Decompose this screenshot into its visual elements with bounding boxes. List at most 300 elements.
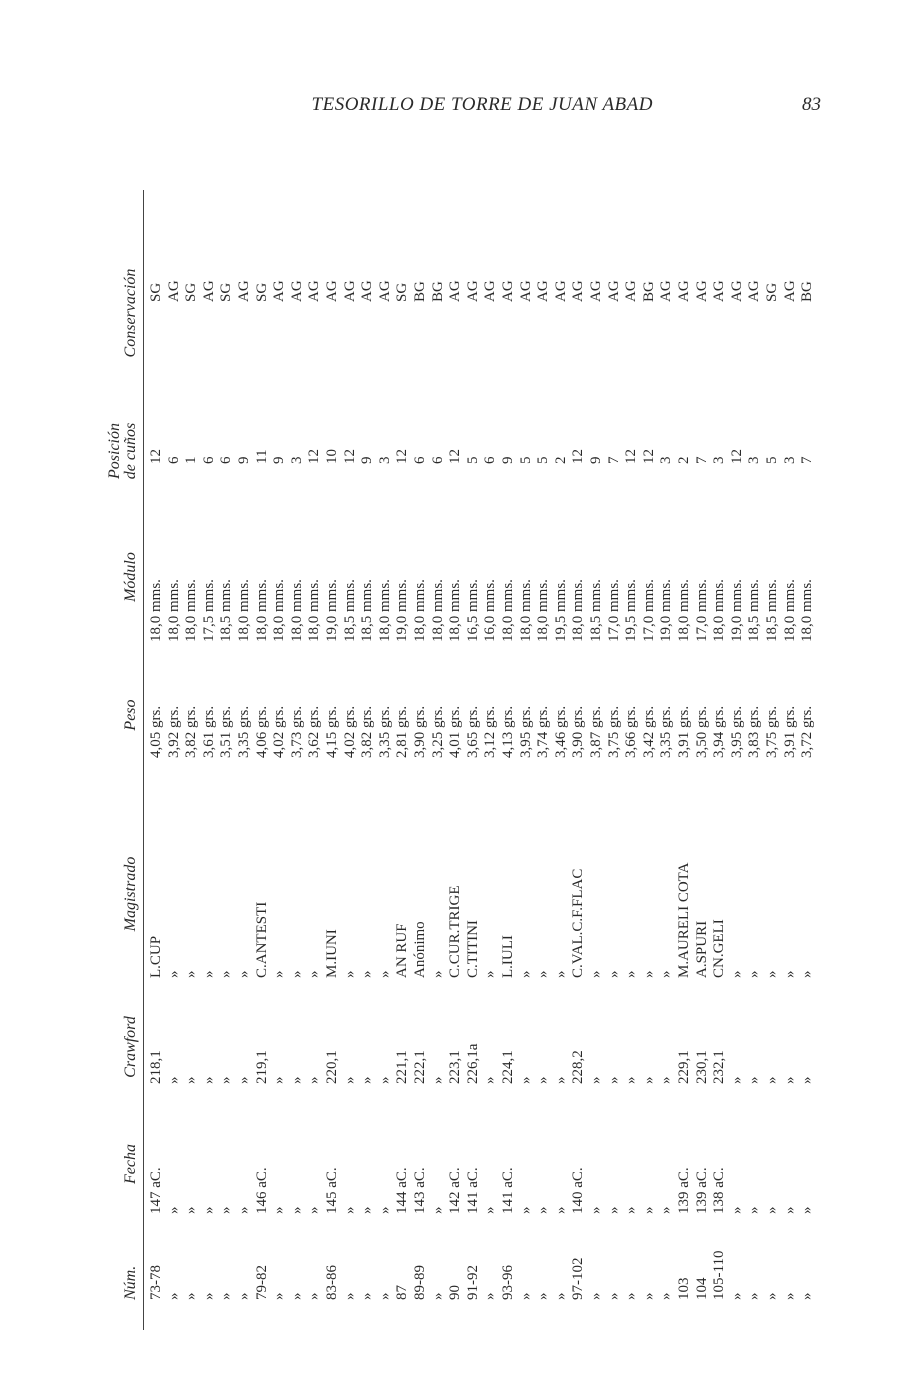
cell-fecha: »	[288, 1206, 305, 1214]
cell-fecha: »	[640, 1206, 657, 1214]
table-row	[537, 190, 550, 1330]
table-row	[185, 190, 198, 1330]
cell-magistrado: »	[482, 970, 499, 978]
cell-modulo: 18,0 mms.	[429, 579, 446, 642]
cell-crawford: »	[517, 1076, 534, 1084]
cell-conservacion: AG	[552, 280, 569, 302]
cell-fecha: 147 aC.	[148, 1167, 164, 1214]
cell-peso: 3,83 grs.	[746, 705, 763, 758]
table-row	[552, 190, 569, 1330]
cell-num: »	[429, 1292, 446, 1300]
cell-peso: 3,65 grs.	[464, 705, 481, 758]
cell-crawford: »	[183, 1076, 200, 1084]
cell-posicion: 9	[236, 456, 252, 464]
cell-crawford: »	[482, 1076, 499, 1084]
cell-peso: 3,66 grs.	[623, 705, 640, 758]
cell-fecha: 140 aC.	[570, 1167, 587, 1214]
cell-magistrado: »	[341, 970, 358, 978]
header-posicion	[107, 406, 139, 496]
table-header	[98, 190, 144, 1330]
header-conservacion: Conservación	[122, 268, 139, 358]
cell-conservacion: AG	[693, 280, 710, 302]
cell-modulo: 19,5 mms.	[623, 579, 640, 642]
cell-posicion: 12	[623, 449, 640, 464]
cell-peso: 3,72 grs.	[799, 705, 816, 758]
cell-crawford: »	[623, 1076, 640, 1084]
cell-conservacion: SG	[183, 282, 200, 302]
header-crawford: Crawford	[122, 1016, 139, 1078]
cell-posicion: 3	[711, 456, 728, 464]
cell-magistrado: »	[658, 970, 675, 978]
cell-fecha: »	[799, 1206, 816, 1214]
cell-fecha: »	[165, 1206, 182, 1214]
cell-modulo: 16,0 mms.	[482, 579, 499, 642]
cell-peso: 3,35 grs.	[376, 705, 393, 758]
cell-fecha: »	[341, 1206, 358, 1214]
cell-modulo: 18,5 mms.	[588, 579, 604, 642]
cell-posicion: 12	[394, 449, 411, 464]
cell-peso: 4,02 grs.	[271, 705, 288, 758]
cell-num: 103	[676, 1277, 692, 1300]
cell-crawford: 221,1	[394, 1050, 411, 1084]
cell-crawford: »	[218, 1076, 235, 1084]
cell-num: 87	[394, 1285, 411, 1300]
cell-magistrado: »	[552, 970, 569, 978]
cell-crawford: 223,1	[447, 1050, 464, 1084]
cell-conservacion: AG	[482, 280, 499, 302]
cell-posicion: 11	[253, 449, 270, 464]
header-magistrado: Magistrado	[122, 856, 139, 932]
cell-modulo: 18,0 mms.	[799, 579, 816, 642]
cell-fecha: 141 aC.	[464, 1167, 481, 1214]
cell-magistrado: C.CUR.TRIGE	[447, 885, 464, 978]
cell-crawford: »	[552, 1076, 569, 1084]
header-num: Núm.	[122, 1265, 139, 1300]
cell-conservacion: SG	[764, 282, 780, 302]
cell-conservacion: AG	[781, 280, 798, 302]
cell-posicion: 7	[799, 456, 816, 464]
table-row	[326, 190, 339, 1330]
cell-magistrado: M.IUNI	[324, 929, 340, 978]
cell-modulo: 19,0 mms.	[728, 579, 745, 642]
cell-conservacion: AG	[288, 280, 305, 302]
cell-modulo: 18,0 mms.	[570, 579, 587, 642]
cell-num: »	[799, 1292, 816, 1300]
cell-fecha: »	[429, 1206, 446, 1214]
cell-crawford: »	[376, 1076, 393, 1084]
cell-magistrado: »	[799, 970, 816, 978]
cell-crawford: »	[341, 1076, 358, 1084]
cell-num: »	[535, 1292, 552, 1300]
table-row	[273, 190, 286, 1330]
cell-modulo: 18,5 mms.	[746, 579, 763, 642]
cell-conservacion: AG	[676, 280, 692, 302]
table-row	[678, 190, 691, 1330]
cell-peso: 4,15 grs.	[324, 705, 340, 758]
cell-num: »	[306, 1292, 323, 1300]
cell-posicion: 9	[271, 456, 288, 464]
table-row	[713, 190, 726, 1330]
cell-posicion: 3	[376, 456, 393, 464]
cell-posicion: 12	[570, 449, 587, 464]
cell-magistrado: »	[728, 970, 745, 978]
cell-peso: 3,91 grs.	[676, 705, 692, 758]
cell-crawford: »	[535, 1076, 552, 1084]
cell-magistrado: »	[535, 970, 552, 978]
cell-modulo: 18,0 mms.	[535, 579, 552, 642]
cell-crawford: 229,1	[676, 1050, 692, 1084]
cell-magistrado: C.TITINI	[464, 920, 481, 978]
cell-conservacion: BG	[429, 281, 446, 302]
cell-conservacion: BG	[799, 281, 816, 302]
table-row	[572, 190, 585, 1330]
cell-num: »	[728, 1292, 745, 1300]
cell-peso: 3,35 grs.	[236, 705, 252, 758]
cell-fecha: »	[535, 1206, 552, 1214]
cell-modulo: 19,5 mms.	[552, 579, 569, 642]
cell-num: »	[746, 1292, 763, 1300]
cell-peso: 3,61 grs.	[200, 705, 217, 758]
cell-num: »	[341, 1292, 358, 1300]
cell-conservacion: AG	[165, 280, 182, 302]
cell-fecha: 142 aC.	[447, 1167, 464, 1214]
cell-crawford: »	[764, 1076, 780, 1084]
cell-num: »	[517, 1292, 534, 1300]
table-row	[396, 190, 409, 1330]
cell-peso: 3,46 grs.	[552, 705, 569, 758]
cell-fecha: »	[764, 1206, 780, 1214]
cell-num: »	[640, 1292, 657, 1300]
cell-magistrado: »	[288, 970, 305, 978]
cell-crawford: »	[781, 1076, 798, 1084]
cell-num: »	[218, 1292, 235, 1300]
cell-peso: 3,25 grs.	[429, 705, 446, 758]
cell-posicion: 2	[676, 456, 692, 464]
cell-fecha: »	[218, 1206, 235, 1214]
cell-magistrado: Anónimo	[412, 921, 428, 978]
cell-modulo: 18,5 mms.	[341, 579, 358, 642]
cell-modulo: 18,0 mms.	[376, 579, 393, 642]
cell-fecha: »	[781, 1206, 798, 1214]
cell-num: 105-110	[711, 1250, 728, 1300]
cell-num: »	[183, 1292, 200, 1300]
cell-conservacion: AG	[341, 280, 358, 302]
cell-fecha: »	[200, 1206, 217, 1214]
cell-modulo: 17,0 mms.	[693, 579, 710, 642]
header-peso: Peso	[122, 699, 139, 731]
cell-magistrado: »	[306, 970, 323, 978]
cell-num: »	[552, 1292, 569, 1300]
table-row	[640, 190, 657, 1330]
cell-crawford: »	[200, 1076, 217, 1084]
cell-peso: 3,82 grs.	[183, 705, 200, 758]
cell-magistrado: »	[517, 970, 534, 978]
cell-fecha: 144 aC.	[394, 1167, 411, 1214]
table-row	[502, 190, 515, 1330]
cell-fecha: »	[376, 1206, 393, 1214]
table-row	[288, 190, 305, 1330]
cell-num: 89-89	[412, 1265, 428, 1300]
cell-peso: 3,73 grs.	[288, 705, 305, 758]
header-posicion-line2: de cuños	[122, 422, 139, 480]
cell-peso: 3,87 grs.	[588, 705, 604, 758]
cell-modulo: 18,5 mms.	[218, 579, 235, 642]
cell-conservacion: AG	[517, 280, 534, 302]
cell-crawford: »	[658, 1076, 675, 1084]
cell-conservacion: BG	[640, 281, 657, 302]
cell-conservacion: AG	[658, 280, 675, 302]
cell-peso: 3,62 grs.	[306, 705, 323, 758]
cell-modulo: 18,0 mms.	[447, 579, 464, 642]
cell-modulo: 18,0 mms.	[183, 579, 200, 642]
cell-crawford: »	[236, 1076, 252, 1084]
cell-num: »	[236, 1292, 252, 1300]
cell-fecha: »	[306, 1206, 323, 1214]
cell-posicion: 12	[447, 449, 464, 464]
cell-fecha: 143 aC.	[412, 1167, 428, 1214]
cell-modulo: 18,0 mms.	[412, 579, 428, 642]
cell-crawford: 232,1	[711, 1050, 728, 1084]
cell-crawford: 224,1	[500, 1050, 516, 1084]
cell-conservacion: AG	[200, 280, 217, 302]
cell-posicion: 9	[588, 456, 604, 464]
cell-posicion: 6	[482, 456, 499, 464]
cell-conservacion: AG	[236, 280, 252, 302]
cell-num: »	[359, 1292, 376, 1300]
cell-num: 91-92	[464, 1265, 481, 1300]
table-row	[605, 190, 622, 1330]
cell-magistrado: L.CUP	[148, 935, 164, 978]
cell-num: »	[781, 1292, 798, 1300]
cell-fecha: 145 aC.	[324, 1167, 340, 1214]
table-row	[308, 190, 321, 1330]
cell-magistrado: »	[359, 970, 376, 978]
cell-crawford: »	[746, 1076, 763, 1084]
cell-crawford: »	[306, 1076, 323, 1084]
cell-modulo: 17,0 mms.	[605, 579, 622, 642]
cell-num: 97-102	[570, 1257, 587, 1300]
table-row	[361, 190, 374, 1330]
cell-posicion: 5	[517, 456, 534, 464]
table-row	[150, 190, 163, 1330]
cell-peso: 3,51 grs.	[218, 705, 235, 758]
cell-conservacion: AG	[464, 280, 481, 302]
cell-peso: 3,90 grs.	[412, 705, 428, 758]
table-row	[766, 190, 779, 1330]
cell-peso: 3,35 grs.	[658, 705, 675, 758]
cell-fecha: »	[359, 1206, 376, 1214]
table-row	[253, 190, 270, 1330]
table-row	[693, 190, 710, 1330]
cell-posicion: 12	[640, 449, 657, 464]
cell-num: 104	[693, 1277, 710, 1300]
cell-magistrado: »	[271, 970, 288, 978]
cell-posicion: 6	[165, 456, 182, 464]
cell-magistrado: »	[200, 970, 217, 978]
cell-peso: 4,01 grs.	[447, 705, 464, 758]
cell-peso: 4,05 grs.	[148, 705, 164, 758]
cell-magistrado: »	[236, 970, 252, 978]
cell-peso: 3,75 grs.	[764, 705, 780, 758]
cell-magistrado: »	[588, 970, 604, 978]
cell-conservacion: AG	[570, 280, 587, 302]
cell-crawford: »	[605, 1076, 622, 1084]
cell-peso: 4,13 grs.	[500, 705, 516, 758]
cell-magistrado: »	[165, 970, 182, 978]
cell-modulo: 17,0 mms.	[640, 579, 657, 642]
cell-fecha: »	[623, 1206, 640, 1214]
cell-conservacion: BG	[412, 281, 428, 302]
cell-posicion: 2	[552, 456, 569, 464]
cell-num: »	[588, 1292, 604, 1300]
cell-posicion: 6	[218, 456, 235, 464]
cell-modulo: 18,0 mms.	[676, 579, 692, 642]
cell-modulo: 19,0 mms.	[394, 579, 411, 642]
cell-posicion: 9	[359, 456, 376, 464]
cell-peso: 3,95 grs.	[728, 705, 745, 758]
cell-crawford: 226,1a	[464, 1043, 481, 1084]
cell-modulo: 18,0 mms.	[500, 579, 516, 642]
cell-peso: 4,02 grs.	[341, 705, 358, 758]
table-row	[429, 190, 446, 1330]
cell-crawford: 218,1	[148, 1050, 164, 1084]
cell-crawford: »	[429, 1076, 446, 1084]
cell-conservacion: SG	[148, 282, 164, 302]
cell-num: »	[271, 1292, 288, 1300]
cell-posicion: 1	[183, 456, 200, 464]
cell-peso: 3,12 grs.	[482, 705, 499, 758]
cell-posicion: 6	[429, 456, 446, 464]
cell-posicion: 7	[605, 456, 622, 464]
cell-peso: 3,42 grs.	[640, 705, 657, 758]
cell-modulo: 18,0 mms.	[253, 579, 270, 642]
table-row	[660, 190, 673, 1330]
table-row	[238, 190, 251, 1330]
cell-magistrado: »	[429, 970, 446, 978]
cell-num: »	[764, 1292, 780, 1300]
cell-fecha: »	[552, 1206, 569, 1214]
cell-conservacion: AG	[728, 280, 745, 302]
cell-conservacion: AG	[746, 280, 763, 302]
cell-magistrado: AN RUF	[394, 923, 411, 978]
cell-num: »	[376, 1292, 393, 1300]
table-row	[414, 190, 427, 1330]
cell-num: 83-86	[324, 1265, 340, 1300]
cell-posicion: 3	[781, 456, 798, 464]
cell-crawford: »	[588, 1076, 604, 1084]
cell-fecha: »	[271, 1206, 288, 1214]
running-title: TESORILLO DE TORRE DE JUAN ABAD	[311, 94, 653, 115]
cell-magistrado: »	[746, 970, 763, 978]
cell-conservacion: AG	[500, 280, 516, 302]
cell-conservacion: AG	[447, 280, 464, 302]
cell-magistrado: »	[218, 970, 235, 978]
table-row	[728, 190, 745, 1330]
table-row	[341, 190, 358, 1330]
cell-conservacion: AG	[324, 280, 340, 302]
cell-num: 73-78	[148, 1265, 164, 1300]
cell-modulo: 18,5 mms.	[764, 579, 780, 642]
running-head	[0, 94, 919, 118]
cell-fecha: »	[482, 1206, 499, 1214]
cell-posicion: 3	[746, 456, 763, 464]
cell-conservacion: AG	[711, 280, 728, 302]
cell-modulo: 18,0 mms.	[288, 579, 305, 642]
cell-crawford: »	[799, 1076, 816, 1084]
cell-peso: 3,74 grs.	[535, 705, 552, 758]
cell-fecha: »	[588, 1206, 604, 1214]
cell-posicion: 5	[535, 456, 552, 464]
cell-conservacion: SG	[253, 282, 270, 302]
table-row	[464, 190, 481, 1330]
table-row	[200, 190, 217, 1330]
cell-peso: 3,91 grs.	[781, 705, 798, 758]
cell-fecha: 139 aC.	[676, 1167, 692, 1214]
cell-num: 79-82	[253, 1265, 270, 1300]
cell-modulo: 18,0 mms.	[517, 579, 534, 642]
cell-posicion: 9	[500, 456, 516, 464]
cell-modulo: 18,0 mms.	[781, 579, 798, 642]
coin-table	[98, 190, 838, 1330]
cell-fecha: 138 aC.	[711, 1167, 728, 1214]
header-posicion-line1: Posición	[106, 423, 123, 479]
cell-crawford: 219,1	[253, 1050, 270, 1084]
cell-crawford: 228,2	[570, 1050, 587, 1084]
cell-modulo: 16,5 mms.	[464, 579, 481, 642]
cell-crawford: »	[271, 1076, 288, 1084]
cell-fecha: »	[605, 1206, 622, 1214]
table-row	[220, 190, 233, 1330]
table-row	[590, 190, 603, 1330]
table-row	[449, 190, 462, 1330]
cell-fecha: »	[746, 1206, 763, 1214]
cell-magistrado: »	[623, 970, 640, 978]
cell-posicion: 12	[341, 449, 358, 464]
cell-magistrado: »	[764, 970, 780, 978]
cell-num: »	[200, 1292, 217, 1300]
cell-num: »	[658, 1292, 675, 1300]
cell-posicion: 7	[693, 456, 710, 464]
cell-posicion: 6	[412, 456, 428, 464]
cell-crawford: 222,1	[412, 1050, 428, 1084]
cell-peso: 3,50 grs.	[693, 705, 710, 758]
cell-num: »	[482, 1292, 499, 1300]
cell-conservacion: SG	[218, 282, 235, 302]
cell-magistrado: »	[376, 970, 393, 978]
cell-peso: 3,90 grs.	[570, 705, 587, 758]
cell-modulo: 18,0 mms.	[711, 579, 728, 642]
cell-num: »	[288, 1292, 305, 1300]
cell-conservacion: AG	[271, 280, 288, 302]
cell-conservacion: AG	[623, 280, 640, 302]
cell-peso: 3,95 grs.	[517, 705, 534, 758]
cell-crawford: »	[728, 1076, 745, 1084]
cell-posicion: 10	[324, 449, 340, 464]
header-modulo: Módulo	[122, 552, 139, 602]
cell-peso: 3,82 grs.	[359, 705, 376, 758]
cell-crawford: 230,1	[693, 1050, 710, 1084]
cell-fecha: »	[658, 1206, 675, 1214]
cell-modulo: 17,5 mms.	[200, 579, 217, 642]
cell-crawford: 220,1	[324, 1050, 340, 1084]
cell-crawford: »	[640, 1076, 657, 1084]
cell-magistrado: CN.GELI	[711, 919, 728, 978]
cell-conservacion: SG	[394, 282, 411, 302]
table-row	[748, 190, 761, 1330]
cell-magistrado: »	[640, 970, 657, 978]
cell-posicion: 5	[464, 456, 481, 464]
table-row	[781, 190, 798, 1330]
